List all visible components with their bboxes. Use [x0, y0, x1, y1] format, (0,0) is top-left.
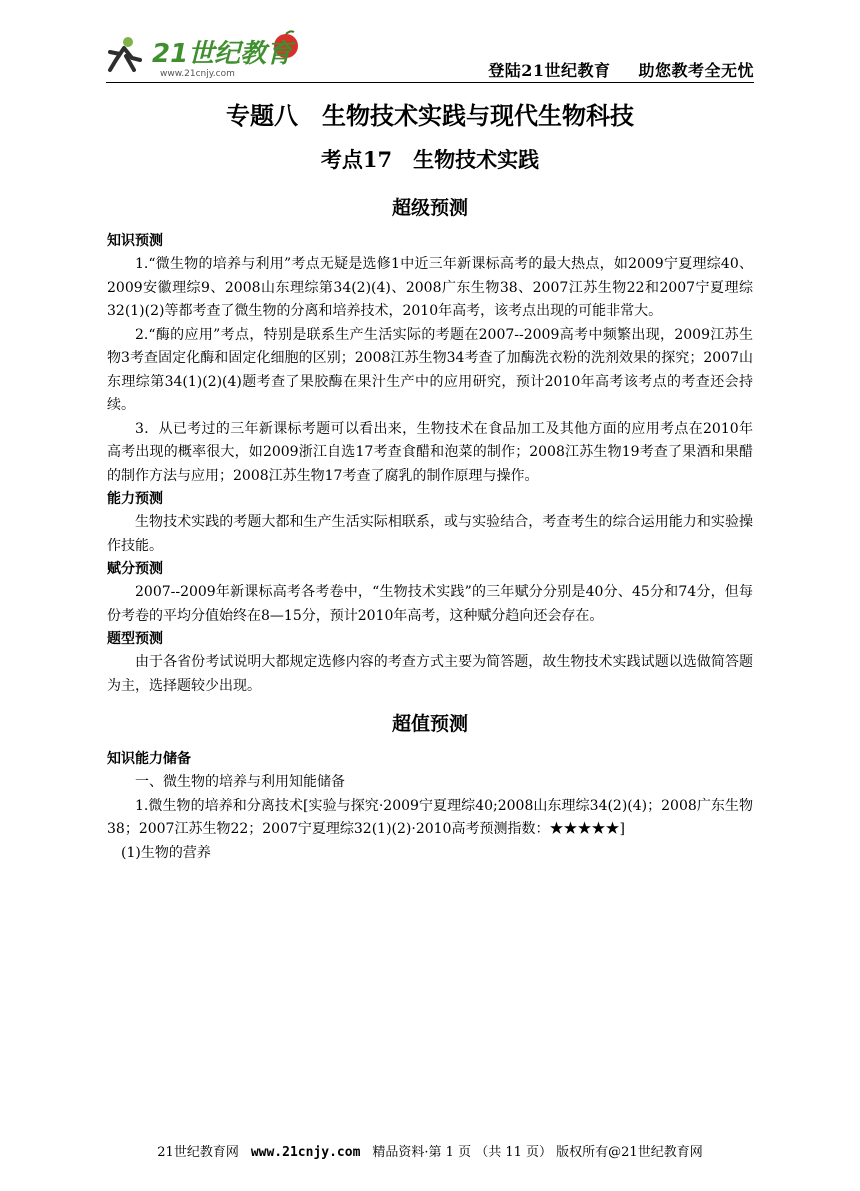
document-title: 专题八 生物技术实践与现代生物科技 — [226, 101, 634, 130]
footer-right: 精品资料·第 1 页 （共 11 页） 版权所有@21世纪教育网 — [372, 1145, 703, 1160]
document-subtitle: 考点17 生物技术实践 — [320, 147, 540, 172]
paragraph: 2.“酶的应用”考点，特别是联系生产生活实际的考题在2007--2009高考中频繁出现，2009江苏生物3考查固定化酶和固定化细胞的区别；2008江苏生物34考查了加酶洗衣粉的洗剂效果的探究；2007山东理综第34(1)(2)(4)题考查了果胶酶在果汁生产中的应用研究，预计2010年高考该考点的考查还会持续。 — [107, 326, 753, 413]
subheading: 知识预测 — [107, 233, 163, 249]
site-logo — [106, 30, 306, 80]
section-title-super: 超级预测 — [391, 197, 468, 219]
subheading: 题型预测 — [107, 631, 163, 647]
paragraph: 1.微生物的培养和分离技术[实验与探究·2009宁夏理综40;2008山东理综34(2)(4)；2008广东生物38；2007江苏生物22；2007宁夏理综32(1)(2)·2010高考预测指数：★★★★★] — [107, 797, 753, 837]
paragraph: 3．从已考过的三年新课标考题可以看出来，生物技术在食品加工及其他方面的应用考点在2010年高考出现的概率很大，如2009浙江自选17考查食醋和泡菜的制作；2008江苏生物19考查了果酒和果醋的制作方法与应用；2008江苏生物17考查了腐乳的制作原理与操作。 — [107, 420, 753, 484]
header-divider — [106, 82, 754, 83]
section-value-content — [107, 748, 753, 865]
runner-icon — [110, 37, 140, 70]
paragraph: 由于各省份考试说明大都规定选修内容的考查方式主要为简答题，故生物技术实践试题以选做简答题为主，选择题较少出现。 — [107, 654, 753, 694]
slogan-left: 登陆21世纪教育 — [488, 61, 611, 80]
slogan-right: 助您教考全无忧 — [638, 61, 754, 80]
paragraph: 生物技术实践的考题大都和生产生活实际相联系，或与实验结合，考查考生的综合运用能力和实验操作技能。 — [107, 514, 753, 554]
subheading: 知识能力储备 — [107, 751, 191, 767]
svg-text:21世纪教育: 21世纪教育 — [152, 39, 293, 69]
svg-text:www.21cnjy.com: www.21cnjy.com — [160, 69, 235, 79]
footer-site: www.21cnjy.com — [250, 1145, 361, 1160]
page-footer — [0, 1141, 860, 1160]
footer-left: 21世纪教育网 — [157, 1145, 239, 1160]
paragraph: 1.“微生物的培养与利用”考点无疑是选修1中近三年新课标高考的最大热点，如2009宁夏理综40、2009安徽理综9、2008山东理综第34(2)(4)、2008广东生物38、2007江苏生物22和2007宁夏理综32(1)(2)等都考查了微生物的分离和培养技术，2010年高考，该考点出现的可能非常大。 — [107, 256, 753, 319]
subheading: 能力预测 — [107, 491, 163, 507]
paragraph: (1)生物的营养 — [121, 844, 211, 861]
section-title-value: 超值预测 — [391, 713, 468, 735]
paragraph: 一、微生物的培养与利用知能储备 — [135, 774, 345, 790]
paragraph: 2007--2009年新课标高考各考卷中，“生物技术实践”的三年赋分分别是40分、45分和74分，但每份考卷的平均分值始终在8—15分，预计2010年高考，这种赋分趋向还会存在。 — [107, 584, 753, 624]
subheading: 赋分预测 — [107, 561, 163, 577]
header-slogan — [488, 58, 754, 81]
document-body — [107, 94, 753, 865]
section-super-content — [107, 230, 753, 698]
